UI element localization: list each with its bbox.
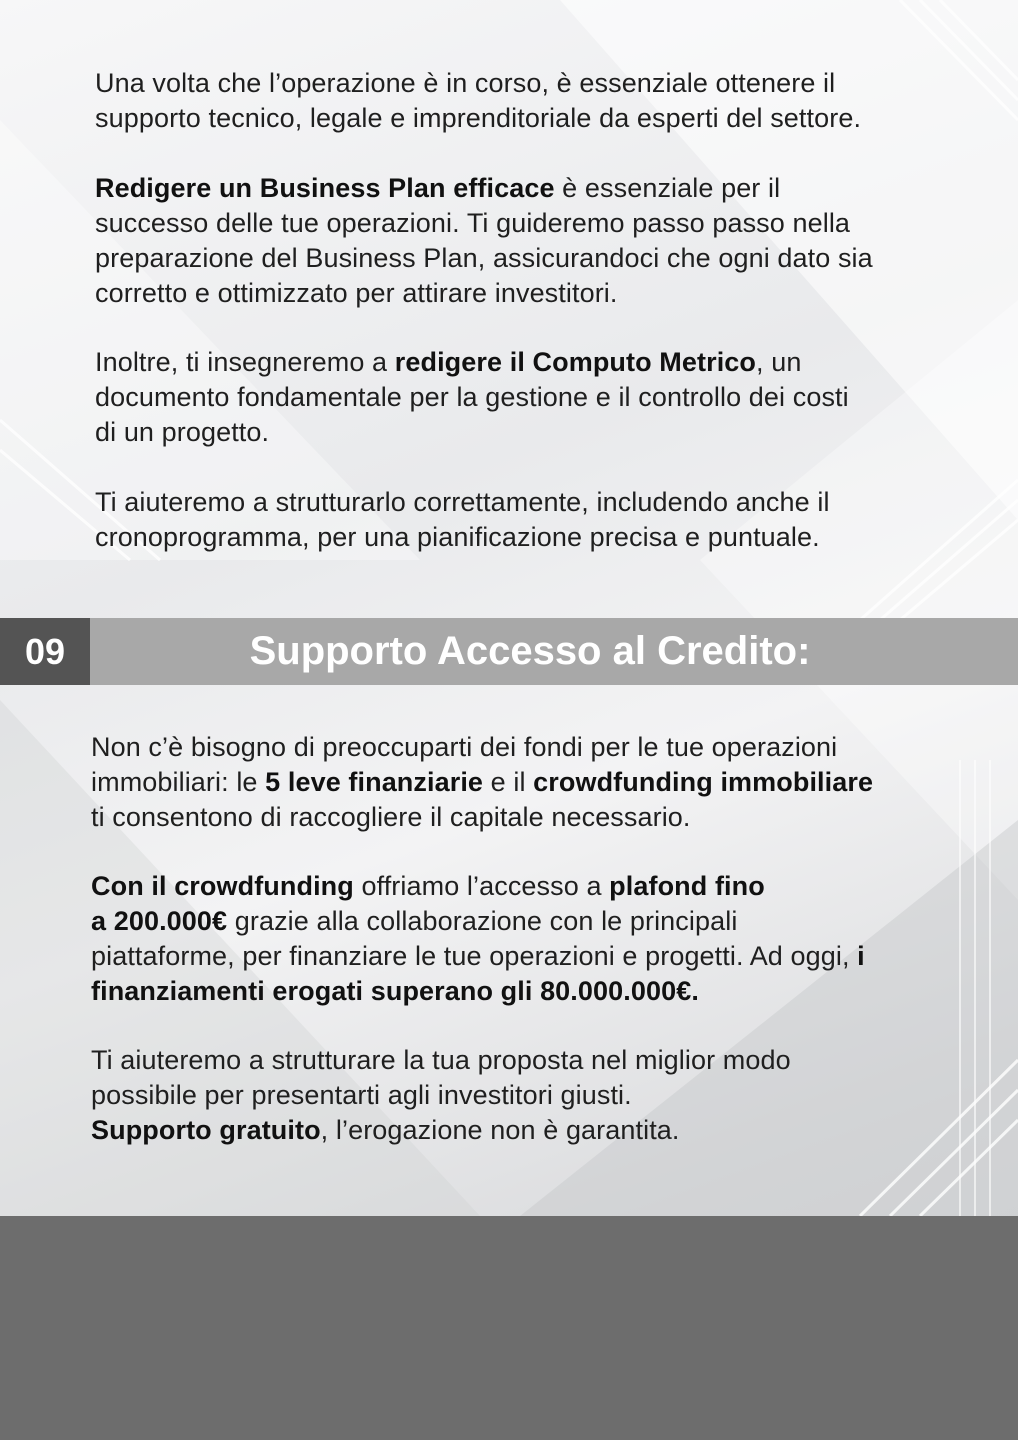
section-title: Supporto Accesso al Credito: [249, 629, 811, 673]
text-proposal: Ti aiuteremo a strutturare la tua proposta nel miglior modo possibile per presentarti agli investitori giusti. [91, 1045, 791, 1110]
section-header [0, 618, 1018, 685]
bold-plafond: plafond fino a 200.000€ [91, 871, 765, 936]
text-funds-start: Non c’è bisogno di preoccuparti dei fondi per le tue operazioni immobiliari: le [91, 732, 838, 797]
text-cronoprogramma: Ti aiuteremo a strutturarlo correttamente, includendo anche il cronoprogramma, per una pianificazione precisa e puntuale. [95, 487, 830, 552]
text-support: Una volta che l’operazione è in corso, è essenziale ottenere il supporto tecnico, legale e imprenditoriale da esperti del settore. [95, 68, 862, 133]
credit-paragraph-proposal [91, 1043, 951, 1148]
text-funds-rest: ti consentono di raccogliere il capitale necessario. [91, 802, 691, 832]
text-business-plan: è essenziale per il successo delle tue operazioni. Ti guideremo passo passo nella preparazione del Business Plan, assicurandoci che ogni dato sia corretto e ottimizzato per attirare investitori. [95, 173, 873, 308]
bold-supporto-gratuito: Supporto gratuito [91, 1115, 321, 1145]
text-proposal-rest: , l’erogazione non è garantita. [320, 1115, 680, 1145]
text-computo-start: Inoltre, ti insegneremo a [95, 347, 395, 377]
bold-con-il-crowdfunding: Con il crowdfunding [91, 871, 354, 901]
intro-paragraph-computo-metrico [95, 345, 955, 450]
text-computo-rest: , un documento fondamentale per la gestione e il controllo dei costi di un progetto. [95, 347, 849, 447]
intro-paragraph-cronoprogramma [95, 485, 955, 555]
bold-leve-finanziarie: 5 leve finanziarie [265, 767, 484, 797]
footer-band [0, 1216, 1018, 1440]
text-funds-mid: e il [483, 767, 534, 797]
bold-computo-metrico: redigere il Computo Metrico [394, 347, 757, 377]
bold-crowdfunding-immobiliare: crowdfunding immobiliare [533, 767, 874, 797]
text-crowdfunding-mid2: grazie alla collaborazione con le principali piattaforme, per finanziare le tue operazioni e progetti. Ad oggi, [91, 906, 850, 971]
intro-paragraph-support [95, 66, 955, 136]
bold-business-plan: Redigere un Business Plan efficace [95, 173, 555, 203]
bold-finanziamenti-erogati: i finanziamenti erogati superano gli 80.000.000€. [91, 941, 865, 1006]
section-number: 09 [0, 618, 90, 685]
text-crowdfunding-mid1: offriamo l’accesso a [353, 871, 610, 901]
credit-paragraph-crowdfunding [91, 869, 951, 1009]
credit-paragraph-funds [91, 730, 951, 835]
intro-paragraph-business-plan [95, 171, 955, 311]
